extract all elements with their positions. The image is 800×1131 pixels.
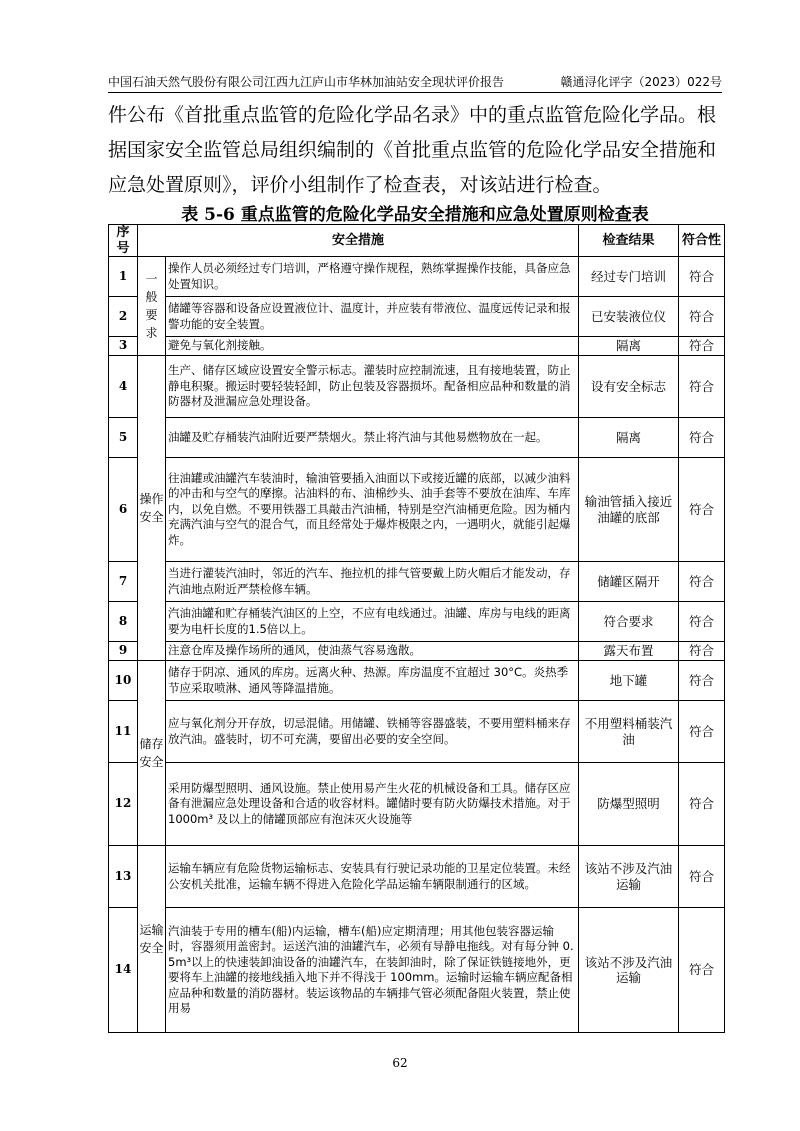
- measure-cell: 油罐及贮存桶装汽油附近要严禁烟火。禁止将汽油与其他易燃物放在一起。: [166, 418, 579, 458]
- category-storage: 储存安全: [138, 661, 166, 846]
- table-row: [109, 458, 725, 562]
- row-number: 6: [109, 458, 138, 562]
- result-cell: 输油管插入接近油罐的底部: [579, 458, 679, 562]
- result-cell: 设有安全标志: [579, 356, 679, 418]
- table-row: [109, 297, 725, 337]
- compliance-cell: 符合: [679, 602, 725, 642]
- row-number: 1: [109, 257, 138, 297]
- compliance-cell: 符合: [679, 337, 725, 356]
- col-header-measure: 安全措施: [138, 225, 579, 257]
- checklist-table: [108, 224, 725, 1033]
- table-header-row: [109, 225, 725, 257]
- row-number: 10: [109, 661, 138, 701]
- col-header-result: 检查结果: [579, 225, 679, 257]
- compliance-cell: 符合: [679, 661, 725, 701]
- row-number: 5: [109, 418, 138, 458]
- table-row: [109, 642, 725, 661]
- result-cell: 防爆型照明: [579, 763, 679, 846]
- result-cell: 隔离: [579, 418, 679, 458]
- measure-cell: 汽油油罐和贮存桶装汽油区的上空，不应有电线通过。油罐、库房与电线的距离要为电杆长度的1.5倍以上。: [166, 602, 579, 642]
- row-number: 12: [109, 763, 138, 846]
- result-cell: 储罐区隔开: [579, 562, 679, 602]
- measure-cell: 采用防爆型照明、通风设施。禁止使用易产生火花的机械设备和工具。储存区应备有泄漏应急处理设备和合适的收容材料。罐储时要有防火防爆技术措施。对于 1000m³ 及以上的储罐顶部应有泡沫灭火设施等: [166, 763, 579, 846]
- measure-cell: 注意仓库及操作场所的通风，使油蒸气容易逸散。: [166, 642, 579, 661]
- table-row: [109, 356, 725, 418]
- table-row: [109, 602, 725, 642]
- compliance-cell: 符合: [679, 257, 725, 297]
- table-row: [109, 701, 725, 763]
- table-row: [109, 661, 725, 701]
- intro-paragraph: 件公布《首批重点监管的危险化学品名录》中的重点监管危险化学品。根据国家安全监管总局组织编制的《首批重点监管的危险化学品安全措施和应急处置原则》，评价小组制作了检查表，对该站进行检查。: [108, 104, 717, 196]
- col-header-no: 序号: [109, 225, 138, 257]
- row-number: 2: [109, 297, 138, 337]
- page-number: 62: [392, 1056, 408, 1070]
- table-row: [109, 908, 725, 1033]
- table-title: 表 5-6 重点监管的危险化学品安全措施和应急处置原则检查表: [181, 205, 649, 225]
- result-cell: 已安装液位仪: [579, 297, 679, 337]
- result-cell: 露天布置: [579, 642, 679, 661]
- row-number: 13: [109, 846, 138, 908]
- measure-cell: 生产、储存区域应设置安全警示标志。灌装时应控制流速，且有接地装置，防止静电积聚。搬运时要轻装轻卸，防止包装及容器损坏。配备相应品种和数量的消防器材及泄漏应急处理设备。: [166, 356, 579, 418]
- result-cell: 隔离: [579, 337, 679, 356]
- header-report-code: 赣通浔化评字（2023）022号: [560, 75, 722, 89]
- row-number: 8: [109, 602, 138, 642]
- result-cell: 该站不涉及汽油运输: [579, 908, 679, 1033]
- header-report-title: 中国石油天然气股份有限公司江西九江庐山市华林加油站安全现状评价报告: [108, 75, 505, 89]
- table-row: [109, 562, 725, 602]
- result-cell: 符合要求: [579, 602, 679, 642]
- result-cell: 不用塑料桶装汽油: [579, 701, 679, 763]
- compliance-cell: 符合: [679, 642, 725, 661]
- row-number: 9: [109, 642, 138, 661]
- result-cell: 地下罐: [579, 661, 679, 701]
- compliance-cell: 符合: [679, 562, 725, 602]
- measure-cell: 往油罐或油罐汽车装油时，输油管要插入油面以下或接近罐的底部，以减少油料的冲击和与空气的摩擦。沾油料的布、油棉纱头、油手套等不要放在油库、车库内，以免自燃。不要用铁器工具敲击汽油桶，特别是空汽油桶更危险。因为桶内充满汽油与空气的混合气，而且经常处于爆炸极限之内，一遇明火，就能引起爆炸。: [166, 458, 579, 562]
- result-cell: 该站不涉及汽油运输: [579, 846, 679, 908]
- table-row: [109, 846, 725, 908]
- measure-cell: 汽油装于专用的槽车(船)内运输，槽车(船)应定期清理；用其他包装容器运输时，容器须用盖密封。运送汽油的油罐汽车，必须有导静电拖线。对有每分钟 0.5m³以上的快速装卸油设备的油罐汽车，在装卸油时，除了保证铁链接地外，更要将车上油罐的接地线插入地下并不得浅于 100mm。运输时运输车辆应配备相应品种和数量的消防器材。装运该物品的车辆排气管必须配备阻火装置，禁止使用易: [166, 908, 579, 1033]
- compliance-cell: 符合: [679, 458, 725, 562]
- row-number: 14: [109, 908, 138, 1033]
- row-number: 3: [109, 337, 138, 356]
- category-general: 一般要求: [138, 257, 166, 356]
- category-transport: 运输安全: [138, 846, 166, 1033]
- measure-cell: 当进行灌装汽油时，邻近的汽车、拖拉机的排气管要戴上防火帽后才能发动，存汽油地点附近严禁检修车辆。: [166, 562, 579, 602]
- row-number: 7: [109, 562, 138, 602]
- row-number: 4: [109, 356, 138, 418]
- page-header: [108, 70, 722, 93]
- compliance-cell: 符合: [679, 418, 725, 458]
- compliance-cell: 符合: [679, 846, 725, 908]
- col-header-compliance: 符合性: [679, 225, 725, 257]
- compliance-cell: 符合: [679, 908, 725, 1033]
- table-row: [109, 763, 725, 846]
- table-row: [109, 337, 725, 356]
- measure-cell: 运输车辆应有危险货物运输标志、安装具有行驶记录功能的卫星定位装置。未经公安机关批准，运输车辆不得进入危险化学品运输车辆限制通行的区域。: [166, 846, 579, 908]
- table-row: [109, 257, 725, 297]
- compliance-cell: 符合: [679, 763, 725, 846]
- category-operation: 操作安全: [138, 356, 166, 661]
- measure-cell: 应与氧化剂分开存放，切忌混储。用储罐、铁桶等容器盛装，不要用塑料桶来存放汽油。盛装时，切不可充满，要留出必要的安全空间。: [166, 701, 579, 763]
- table-row: [109, 418, 725, 458]
- measure-cell: 储罐等容器和设备应设置液位计、温度计，并应装有带液位、温度远传记录和报警功能的安全装置。: [166, 297, 579, 337]
- compliance-cell: 符合: [679, 356, 725, 418]
- compliance-cell: 符合: [679, 297, 725, 337]
- measure-cell: 避免与氧化剂接触。: [166, 337, 579, 356]
- row-number: 11: [109, 701, 138, 763]
- compliance-cell: 符合: [679, 701, 725, 763]
- measure-cell: 操作人员必须经过专门培训，严格遵守操作规程，熟练掌握操作技能，具备应急处置知识。: [166, 257, 579, 297]
- measure-cell: 储存于阴凉、通风的库房。远离火种、热源。库房温度不宜超过 30°C。炎热季节应采取喷淋、通风等降温措施。: [166, 661, 579, 701]
- result-cell: 经过专门培训: [579, 257, 679, 297]
